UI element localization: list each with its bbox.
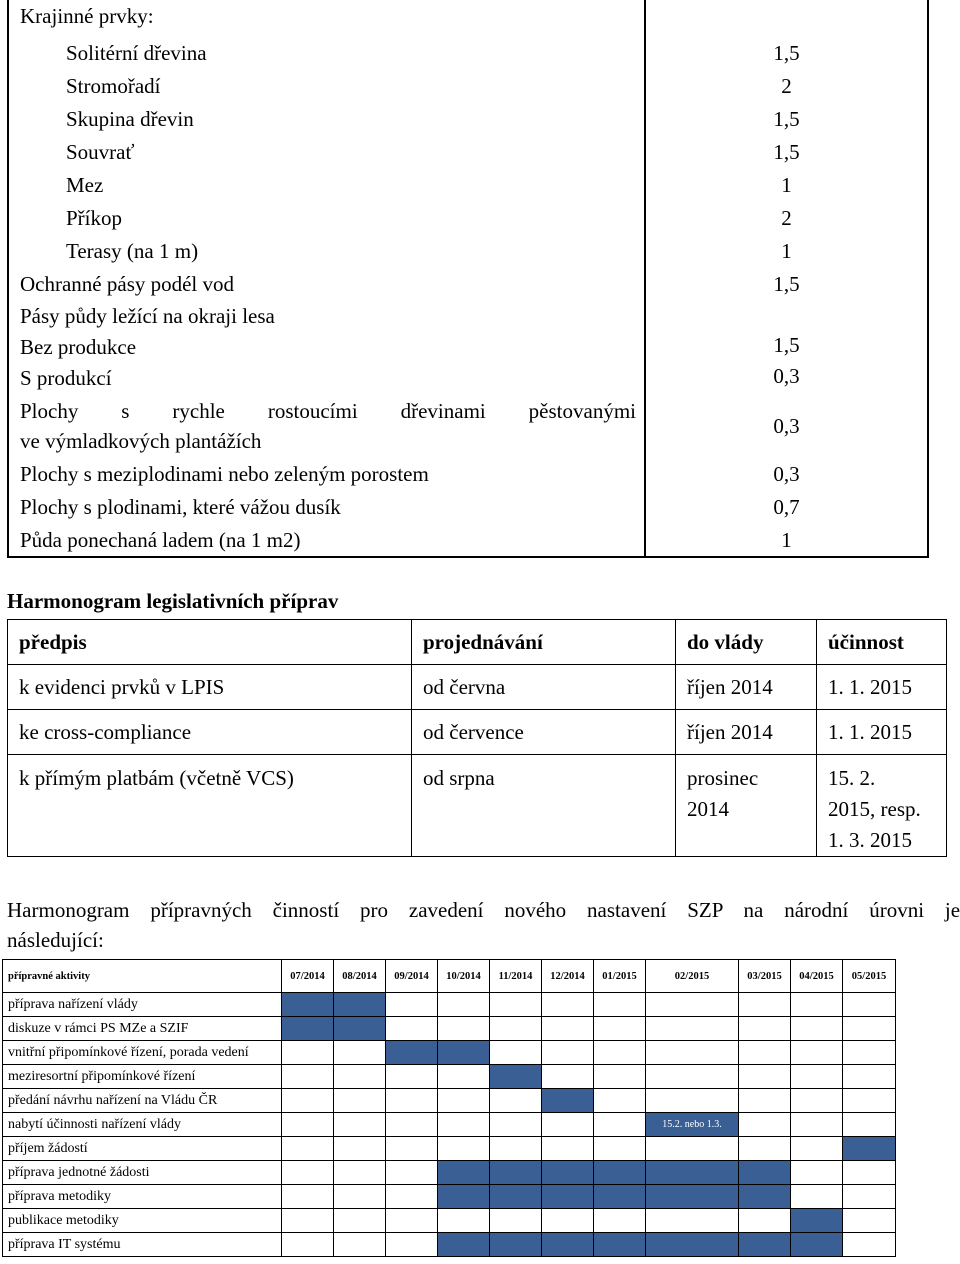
gantt-cell bbox=[594, 1065, 646, 1089]
plantation-word: dřevinami bbox=[400, 399, 486, 423]
gantt-cell bbox=[386, 1137, 438, 1161]
gantt-task-label: příprava metodiky bbox=[3, 1185, 282, 1209]
gantt-cell bbox=[282, 1185, 334, 1209]
gantt-cell bbox=[646, 1137, 739, 1161]
gantt-month-header: 02/2015 bbox=[646, 960, 739, 993]
coef-label: Ochranné pásy podél vod bbox=[8, 268, 645, 301]
coef-row bbox=[8, 136, 928, 169]
legislation-row bbox=[8, 665, 947, 710]
gantt-cell bbox=[843, 1113, 896, 1137]
coef-row bbox=[8, 103, 928, 136]
gantt-bar-cell bbox=[542, 1089, 594, 1113]
gantt-bar-cell bbox=[739, 1185, 791, 1209]
cell-predpis: k přímým platbám (včetně VCS) bbox=[8, 755, 412, 857]
paragraph-word: je bbox=[944, 898, 960, 922]
cell-ucinnost bbox=[817, 710, 947, 755]
gantt-cell bbox=[282, 1089, 334, 1113]
gantt-row bbox=[3, 1233, 896, 1257]
coef-row bbox=[8, 491, 928, 524]
gantt-cell bbox=[791, 1113, 843, 1137]
gantt-row bbox=[3, 1161, 896, 1185]
cell-do-vlady bbox=[676, 755, 817, 857]
paragraph-line-1 bbox=[7, 895, 960, 925]
gantt-cell bbox=[739, 1089, 791, 1113]
coef-row-plantation bbox=[8, 394, 928, 458]
gantt-month-header: 04/2015 bbox=[791, 960, 843, 993]
gantt-cell bbox=[646, 1209, 739, 1233]
coef-value: 1,5 bbox=[645, 268, 928, 301]
plantation-line-1 bbox=[20, 396, 636, 426]
gantt-cell bbox=[490, 1137, 542, 1161]
gantt-chart bbox=[2, 959, 896, 1257]
gantt-cell bbox=[386, 1209, 438, 1233]
gantt-cell bbox=[542, 1113, 594, 1137]
gantt-task-label: předání návrhu nařízení na Vládu ČR bbox=[3, 1089, 282, 1113]
gantt-cell bbox=[739, 993, 791, 1017]
gantt-cell bbox=[282, 1041, 334, 1065]
ucinnost-line: 1. 1. 2015 bbox=[828, 674, 912, 699]
gantt-activity-header: přípravné aktivity bbox=[3, 960, 282, 993]
coef-label: Stromořadí bbox=[8, 70, 645, 103]
coef-label: Souvrať bbox=[8, 136, 645, 169]
gantt-intro-paragraph bbox=[7, 895, 960, 955]
gantt-cell bbox=[791, 1137, 843, 1161]
gantt-cell bbox=[386, 1185, 438, 1209]
gantt-cell bbox=[438, 993, 490, 1017]
cell-projednavani: od srpna bbox=[412, 755, 676, 857]
gantt-bar-cell bbox=[490, 1065, 542, 1089]
gantt-cell bbox=[282, 1233, 334, 1257]
gantt-task-label: vnitřní připomínkové řízení, porada vedení bbox=[3, 1041, 282, 1065]
paragraph-word: SZP bbox=[687, 898, 723, 922]
coef-row bbox=[8, 0, 928, 37]
gantt-cell bbox=[594, 1089, 646, 1113]
paragraph-word: zavedení bbox=[408, 898, 484, 922]
gantt-task-label: příprava IT systému bbox=[3, 1233, 282, 1257]
gantt-cell bbox=[334, 1161, 386, 1185]
gantt-cell bbox=[594, 1137, 646, 1161]
gantt-row bbox=[3, 1209, 896, 1233]
gantt-month-header: 01/2015 bbox=[594, 960, 646, 993]
coef-value: 1,5 bbox=[645, 136, 928, 169]
gantt-row bbox=[3, 993, 896, 1017]
coef-row bbox=[8, 70, 928, 103]
gantt-cell bbox=[791, 1041, 843, 1065]
gantt-bar-cell bbox=[438, 1161, 490, 1185]
gantt-cell bbox=[791, 1185, 843, 1209]
gantt-bar-cell bbox=[646, 1161, 739, 1185]
gantt-cell bbox=[490, 1089, 542, 1113]
paragraph-word: národní bbox=[784, 898, 849, 922]
gantt-cell bbox=[438, 1017, 490, 1041]
coef-label: Terasy (na 1 m) bbox=[8, 235, 645, 268]
gantt-cell bbox=[334, 1113, 386, 1137]
gantt-bar-cell bbox=[542, 1233, 594, 1257]
gantt-month-header: 03/2015 bbox=[739, 960, 791, 993]
gantt-task-label: příjem žádostí bbox=[3, 1137, 282, 1161]
forest-val2: 0,3 bbox=[773, 364, 800, 388]
gantt-cell bbox=[594, 1113, 646, 1137]
coef-label: Krajinné prvky: bbox=[8, 0, 645, 37]
coef-row-forest bbox=[8, 301, 928, 394]
cell-projednavani: od července bbox=[412, 710, 676, 755]
gantt-cell bbox=[791, 1065, 843, 1089]
gantt-cell bbox=[843, 1017, 896, 1041]
cell-ucinnost bbox=[817, 665, 947, 710]
gantt-cell bbox=[739, 1041, 791, 1065]
gantt-cell bbox=[542, 1137, 594, 1161]
coef-value: 1 bbox=[645, 169, 928, 202]
gantt-cell bbox=[282, 1209, 334, 1233]
gantt-bar-cell bbox=[490, 1185, 542, 1209]
header-predpis: předpis bbox=[8, 620, 412, 665]
coef-row bbox=[8, 235, 928, 268]
coef-value: 2 bbox=[645, 70, 928, 103]
coef-label-forest bbox=[8, 301, 645, 394]
paragraph-word: na bbox=[743, 898, 764, 922]
gantt-month-header: 12/2014 bbox=[542, 960, 594, 993]
gantt-cell bbox=[594, 1041, 646, 1065]
coef-value: 1 bbox=[645, 235, 928, 268]
gantt-cell bbox=[843, 1185, 896, 1209]
gantt-task-label: příprava jednotné žádosti bbox=[3, 1161, 282, 1185]
ucinnost-line: 1. 3. 2015 bbox=[828, 828, 912, 852]
gantt-cell bbox=[334, 1065, 386, 1089]
gantt-cell bbox=[739, 1113, 791, 1137]
gantt-cell bbox=[386, 1161, 438, 1185]
coef-value: 1,5 bbox=[645, 37, 928, 70]
gantt-task-label: příprava nařízení vlády bbox=[3, 993, 282, 1017]
vlada-line: 2014 bbox=[687, 797, 729, 821]
legislation-row bbox=[8, 755, 947, 857]
paragraph-word: přípravných bbox=[150, 898, 252, 922]
gantt-cell bbox=[282, 1137, 334, 1161]
gantt-cell bbox=[490, 1041, 542, 1065]
coef-value-plantation: 0,3 bbox=[645, 394, 928, 458]
gantt-bar-cell bbox=[542, 1185, 594, 1209]
gantt-cell bbox=[386, 993, 438, 1017]
coef-row bbox=[8, 169, 928, 202]
coefficient-table bbox=[7, 0, 929, 558]
gantt-bar-cell bbox=[594, 1185, 646, 1209]
gantt-row bbox=[3, 1017, 896, 1041]
gantt-cell bbox=[843, 1209, 896, 1233]
gantt-cell bbox=[334, 1041, 386, 1065]
gantt-bar-cell bbox=[739, 1233, 791, 1257]
coef-label: Solitérní dřevina bbox=[8, 37, 645, 70]
plantation-word: s bbox=[121, 399, 130, 423]
gantt-cell bbox=[791, 1161, 843, 1185]
gantt-task-label: diskuze v rámci PS MZe a SZIF bbox=[3, 1017, 282, 1041]
paragraph-word: pro bbox=[360, 898, 389, 922]
forest-values bbox=[646, 330, 927, 392]
cell-predpis: k evidenci prvků v LPIS bbox=[8, 665, 412, 710]
gantt-cell bbox=[334, 1233, 386, 1257]
gantt-cell bbox=[438, 1089, 490, 1113]
paragraph-word: úrovni bbox=[869, 898, 925, 922]
gantt-month-header: 07/2014 bbox=[282, 960, 334, 993]
ucinnost-line: 1. 1. 2015 bbox=[828, 719, 912, 744]
header-projednavani: projednávání bbox=[412, 620, 676, 665]
gantt-bar-cell bbox=[594, 1233, 646, 1257]
gantt-cell bbox=[334, 1209, 386, 1233]
gantt-cell bbox=[334, 1185, 386, 1209]
cell-ucinnost bbox=[817, 755, 947, 857]
gantt-cell bbox=[386, 1065, 438, 1089]
gantt-bar-cell bbox=[282, 1017, 334, 1041]
gantt-bar-cell bbox=[334, 1017, 386, 1041]
coef-value: 1,5 bbox=[645, 103, 928, 136]
coef-label: Plochy s meziplodinami nebo zeleným porostem bbox=[8, 458, 645, 491]
gantt-bar-cell bbox=[542, 1161, 594, 1185]
gantt-bar-cell bbox=[282, 993, 334, 1017]
vlada-line: prosinec bbox=[687, 766, 759, 790]
gantt-cell bbox=[438, 1065, 490, 1089]
forest-val1: 1,5 bbox=[773, 333, 800, 357]
gantt-cell bbox=[594, 1209, 646, 1233]
gantt-row bbox=[3, 1065, 896, 1089]
forest-sub1: Bez produkce bbox=[20, 335, 137, 359]
gantt-bar-cell bbox=[843, 1137, 896, 1161]
gantt-cell bbox=[490, 993, 542, 1017]
gantt-cell bbox=[594, 993, 646, 1017]
coef-value-forest bbox=[645, 301, 928, 394]
gantt-row bbox=[3, 1041, 896, 1065]
coef-label: Skupina dřevin bbox=[8, 103, 645, 136]
plantation-word: Plochy bbox=[20, 399, 79, 423]
gantt-cell bbox=[594, 1017, 646, 1041]
vlada-line: říjen 2014 bbox=[687, 674, 773, 699]
forest-title: Pásy půdy ležící na okraji lesa bbox=[20, 304, 275, 328]
gantt-bar-cell bbox=[646, 1185, 739, 1209]
gantt-cell bbox=[542, 1209, 594, 1233]
gantt-bar-cell bbox=[791, 1209, 843, 1233]
legislation-schedule-table bbox=[7, 619, 947, 857]
gantt-header-row bbox=[3, 960, 896, 993]
coef-value bbox=[645, 0, 928, 37]
gantt-cell bbox=[843, 1041, 896, 1065]
gantt-cell bbox=[791, 993, 843, 1017]
gantt-cell bbox=[646, 993, 739, 1017]
header-ucinnost: účinnost bbox=[817, 620, 947, 665]
gantt-cell bbox=[791, 1089, 843, 1113]
gantt-cell bbox=[282, 1113, 334, 1137]
coef-label: Půda ponechaná ladem (na 1 m2) bbox=[8, 524, 645, 557]
plantation-line-2: ve výmladkových plantážích bbox=[20, 429, 262, 453]
gantt-month-header: 08/2014 bbox=[334, 960, 386, 993]
coef-label: Mez bbox=[8, 169, 645, 202]
plantation-word: rychle bbox=[172, 399, 225, 423]
header-do-vlady: do vlády bbox=[676, 620, 817, 665]
cell-do-vlady bbox=[676, 710, 817, 755]
gantt-cell bbox=[739, 1065, 791, 1089]
gantt-cell bbox=[843, 1233, 896, 1257]
gantt-task-label: nabytí účinnosti nařízení vlády bbox=[3, 1113, 282, 1137]
gantt-cell bbox=[386, 1017, 438, 1041]
gantt-bar-cell bbox=[438, 1185, 490, 1209]
gantt-row bbox=[3, 1137, 896, 1161]
ucinnost-line: 15. 2. bbox=[828, 766, 876, 790]
gantt-bar-cell bbox=[739, 1161, 791, 1185]
gantt-task-label: meziresortní připomínkové řízení bbox=[3, 1065, 282, 1089]
gantt-bar-cell bbox=[646, 1233, 739, 1257]
gantt-cell bbox=[542, 993, 594, 1017]
gantt-cell bbox=[542, 1065, 594, 1089]
paragraph-word: Harmonogram bbox=[7, 898, 130, 922]
coef-row bbox=[8, 202, 928, 235]
gantt-cell bbox=[386, 1113, 438, 1137]
cell-predpis: ke cross-compliance bbox=[8, 710, 412, 755]
gantt-cell bbox=[646, 1041, 739, 1065]
gantt-cell bbox=[334, 1137, 386, 1161]
gantt-cell bbox=[438, 1137, 490, 1161]
gantt-cell bbox=[843, 1161, 896, 1185]
cell-projednavani: od června bbox=[412, 665, 676, 710]
gantt-row bbox=[3, 1113, 896, 1137]
forest-sub2: S produkcí bbox=[20, 366, 112, 390]
gantt-bar-cell bbox=[791, 1233, 843, 1257]
gantt-cell bbox=[334, 1089, 386, 1113]
gantt-row bbox=[3, 1185, 896, 1209]
gantt-cell bbox=[490, 1113, 542, 1137]
gantt-bar-cell bbox=[594, 1161, 646, 1185]
gantt-cell bbox=[843, 993, 896, 1017]
coef-row bbox=[8, 37, 928, 70]
gantt-note-cell: 15.2. nebo 1.3. bbox=[646, 1113, 739, 1137]
paragraph-line-2: následující: bbox=[7, 928, 104, 952]
gantt-bar-cell bbox=[386, 1041, 438, 1065]
gantt-month-header: 05/2015 bbox=[843, 960, 896, 993]
gantt-cell bbox=[490, 1017, 542, 1041]
gantt-cell bbox=[490, 1209, 542, 1233]
gantt-month-header: 09/2014 bbox=[386, 960, 438, 993]
gantt-bar-cell bbox=[438, 1233, 490, 1257]
gantt-cell bbox=[843, 1065, 896, 1089]
coef-label: Plochy s plodinami, které vážou dusík bbox=[8, 491, 645, 524]
coef-value: 0,7 bbox=[645, 491, 928, 524]
gantt-cell bbox=[646, 1065, 739, 1089]
gantt-cell bbox=[739, 1209, 791, 1233]
gantt-cell bbox=[282, 1065, 334, 1089]
gantt-cell bbox=[386, 1233, 438, 1257]
gantt-cell bbox=[843, 1089, 896, 1113]
gantt-cell bbox=[739, 1137, 791, 1161]
cell-do-vlady bbox=[676, 665, 817, 710]
gantt-month-header: 10/2014 bbox=[438, 960, 490, 993]
coef-row bbox=[8, 524, 928, 557]
gantt-cell bbox=[438, 1113, 490, 1137]
coef-label-plantation bbox=[8, 394, 645, 458]
gantt-cell bbox=[646, 1017, 739, 1041]
plantation-word: pěstovanými bbox=[528, 399, 636, 423]
gantt-cell bbox=[282, 1161, 334, 1185]
gantt-task-label: publikace metodiky bbox=[3, 1209, 282, 1233]
gantt-bar-cell bbox=[490, 1161, 542, 1185]
vlada-line: říjen 2014 bbox=[687, 719, 773, 744]
gantt-bar-cell bbox=[334, 993, 386, 1017]
coef-row bbox=[8, 268, 928, 301]
paragraph-word: nastavení bbox=[587, 898, 667, 922]
gantt-cell bbox=[542, 1017, 594, 1041]
gantt-cell bbox=[542, 1041, 594, 1065]
coef-label: Příkop bbox=[8, 202, 645, 235]
legislation-header-row bbox=[8, 620, 947, 665]
ucinnost-line: 2015, resp. bbox=[828, 797, 921, 821]
gantt-bar-cell bbox=[438, 1041, 490, 1065]
gantt-bar-cell bbox=[490, 1233, 542, 1257]
legislation-row bbox=[8, 710, 947, 755]
paragraph-word: nového bbox=[504, 898, 567, 922]
plantation-word: rostoucími bbox=[267, 399, 358, 423]
coef-row bbox=[8, 458, 928, 491]
coef-value: 1 bbox=[645, 524, 928, 557]
coef-value: 0,3 bbox=[645, 458, 928, 491]
gantt-cell bbox=[646, 1089, 739, 1113]
gantt-cell bbox=[438, 1209, 490, 1233]
gantt-month-header: 11/2014 bbox=[490, 960, 542, 993]
gantt-row bbox=[3, 1089, 896, 1113]
coef-value: 2 bbox=[645, 202, 928, 235]
forest-labels bbox=[20, 301, 644, 394]
gantt-cell bbox=[386, 1089, 438, 1113]
gantt-cell bbox=[739, 1017, 791, 1041]
legislation-schedule-heading: Harmonogram legislativních příprav bbox=[7, 589, 339, 613]
gantt-cell bbox=[791, 1017, 843, 1041]
paragraph-word: činností bbox=[272, 898, 340, 922]
